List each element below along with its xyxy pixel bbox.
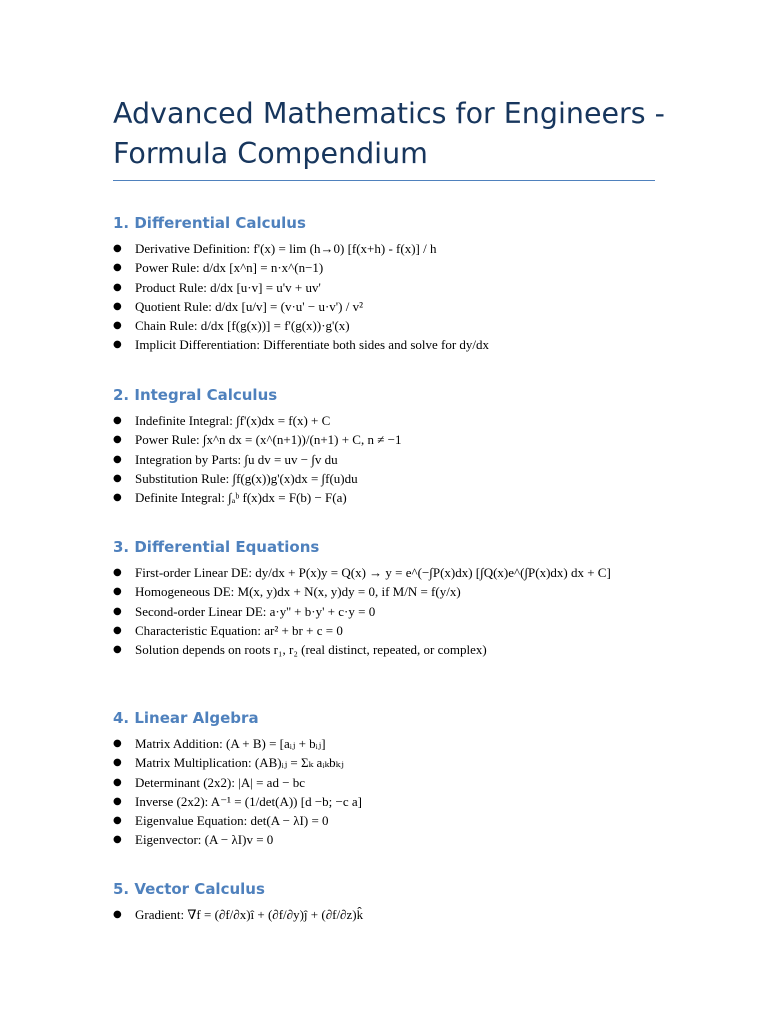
bullet-icon: ● bbox=[113, 586, 122, 598]
list-item bbox=[113, 278, 673, 297]
bullet-icon: ● bbox=[113, 434, 122, 446]
bullet-icon: ● bbox=[113, 339, 122, 351]
section-linear-algebra bbox=[113, 705, 673, 850]
list-item bbox=[113, 316, 673, 335]
section-heading: 1. Differential Calculus bbox=[113, 214, 306, 232]
formula-list bbox=[113, 239, 673, 355]
list-item bbox=[113, 411, 673, 430]
document-title: Advanced Mathematics for Engineers - Formula Compendium bbox=[113, 97, 665, 170]
formula-text: Power Rule: d/dx [x^n] = n·x^(n−1) bbox=[135, 260, 324, 276]
section-heading: 5. Vector Calculus bbox=[113, 880, 265, 898]
formula-text: Characteristic Equation: ar² + br + c = 0 bbox=[135, 622, 343, 638]
bullet-icon: ● bbox=[113, 567, 122, 578]
formula-text: First-order Linear DE: dy/dx + P(x)y = Q(x) → y = e^(−∫P(x)dx) [∫Q(x)e^(∫P(x)dx) dx + C] bbox=[135, 565, 611, 580]
list-item bbox=[113, 905, 673, 924]
title-underline bbox=[113, 180, 655, 181]
bullet-icon: ● bbox=[113, 909, 122, 920]
list-item bbox=[113, 753, 673, 772]
bullet-icon: ● bbox=[113, 281, 122, 293]
bullet-icon: ● bbox=[113, 776, 122, 788]
formula-text: Solution depends on roots r₁, r₂ (real distinct, repeated, or complex) bbox=[135, 642, 487, 658]
section-heading: 4. Linear Algebra bbox=[113, 709, 259, 727]
bullet-icon: ● bbox=[113, 605, 122, 617]
list-item bbox=[113, 563, 673, 582]
list-item bbox=[113, 830, 673, 849]
section-differential-equations bbox=[113, 534, 673, 659]
list-item bbox=[113, 335, 673, 354]
formula-list bbox=[113, 411, 673, 507]
formula-text: Indefinite Integral: ∫f'(x)dx = f(x) + C bbox=[135, 413, 331, 428]
bullet-icon: ● bbox=[113, 472, 122, 484]
list-item bbox=[113, 640, 673, 659]
bullet-icon: ● bbox=[113, 415, 122, 426]
formula-text: Matrix Multiplication: (AB)ᵢⱼ = Σₖ aᵢₖbₖⱼ bbox=[135, 755, 344, 771]
list-item bbox=[113, 734, 673, 753]
formula-text: Substitution Rule: ∫f(g(x))g'(x)dx = ∫f(u)du bbox=[135, 470, 358, 486]
section-heading: 3. Differential Equations bbox=[113, 538, 320, 556]
list-item bbox=[113, 297, 673, 316]
bullet-icon: ● bbox=[113, 624, 122, 636]
list-item bbox=[113, 602, 673, 621]
bullet-icon: ● bbox=[113, 300, 122, 312]
bullet-icon: ● bbox=[113, 738, 122, 749]
bullet-icon: ● bbox=[113, 320, 122, 332]
section-integral-calculus bbox=[113, 382, 673, 507]
formula-text: Eigenvector: (A − λI)v = 0 bbox=[135, 832, 274, 848]
bullet-icon: ● bbox=[113, 795, 122, 807]
formula-list bbox=[113, 734, 673, 850]
formula-text: Product Rule: d/dx [u·v] = u'v + uv' bbox=[135, 279, 321, 295]
formula-text: Inverse (2x2): A⁻¹ = (1/det(A)) [d −b; −c a] bbox=[135, 793, 362, 809]
formula-text: Determinant (2x2): |A| = ad − bc bbox=[135, 774, 306, 790]
formula-text: Definite Integral: ∫ₐᵇ f(x)dx = F(b) − F(a) bbox=[135, 490, 347, 506]
formula-list bbox=[113, 905, 673, 924]
formula-list bbox=[113, 563, 673, 659]
list-item bbox=[113, 773, 673, 792]
formula-text: Implicit Differentiation: Differentiate both sides and solve for dy/dx bbox=[135, 337, 490, 353]
bullet-icon: ● bbox=[113, 262, 122, 274]
list-item bbox=[113, 811, 673, 830]
formula-text: Quotient Rule: d/dx [u/v] = (v·u' − u·v') / v² bbox=[135, 298, 363, 314]
bullet-icon: ● bbox=[113, 644, 122, 656]
section-differential-calculus bbox=[113, 210, 673, 355]
bullet-icon: ● bbox=[113, 815, 122, 827]
list-item bbox=[113, 621, 673, 640]
bullet-icon: ● bbox=[113, 757, 122, 769]
bullet-icon: ● bbox=[113, 453, 122, 465]
list-item bbox=[113, 488, 673, 507]
section-vector-calculus bbox=[113, 876, 673, 924]
formula-text: Integration by Parts: ∫u dv = uv − ∫v du bbox=[135, 451, 338, 467]
list-item bbox=[113, 258, 673, 277]
formula-text: Eigenvalue Equation: det(A − λI) = 0 bbox=[135, 813, 329, 829]
bullet-icon: ● bbox=[113, 834, 122, 846]
list-item bbox=[113, 450, 673, 469]
section-heading: 2. Integral Calculus bbox=[113, 386, 278, 404]
formula-text: Gradient: ∇f = (∂f/∂x)î + (∂f/∂y)ĵ + (∂f/∂z)k̂ bbox=[135, 907, 364, 922]
bullet-icon: ● bbox=[113, 492, 122, 504]
formula-text: Chain Rule: d/dx [f(g(x))] = f'(g(x))·g'(x) bbox=[135, 318, 350, 334]
list-item bbox=[113, 792, 673, 811]
list-item bbox=[113, 582, 673, 601]
formula-text: Derivative Definition: f'(x) = lim (h→0) [f(x+h) - f(x)] / h bbox=[135, 241, 437, 256]
formula-text: Matrix Addition: (A + B) = [aᵢⱼ + bᵢⱼ] bbox=[135, 736, 326, 751]
list-item bbox=[113, 430, 673, 449]
list-item bbox=[113, 239, 673, 258]
list-item bbox=[113, 469, 673, 488]
formula-text: Homogeneous DE: M(x, y)dx + N(x, y)dy = 0, if M/N = f(y/x) bbox=[135, 584, 461, 600]
bullet-icon: ● bbox=[113, 243, 122, 254]
formula-text: Second-order Linear DE: a·y'' + b·y' + c·y = 0 bbox=[135, 603, 376, 619]
formula-text: Power Rule: ∫x^n dx = (x^(n+1))/(n+1) + C, n ≠ −1 bbox=[135, 432, 402, 448]
